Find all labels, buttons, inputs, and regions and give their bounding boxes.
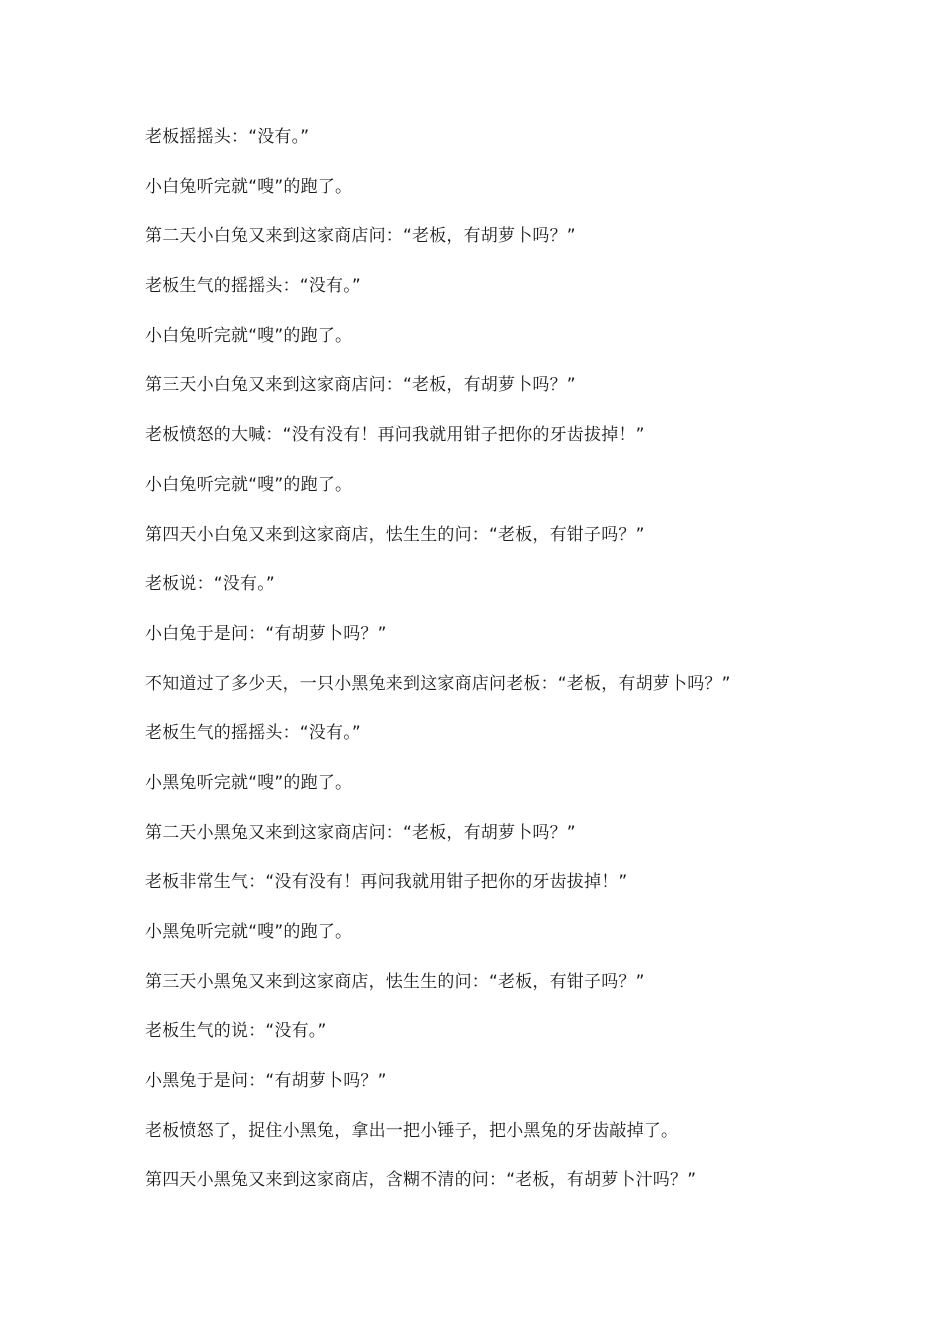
story-line: 老板摇摇头：“没有。” — [145, 127, 310, 147]
story-line: 老板生气的摇摇头：“没有。” — [145, 276, 361, 297]
story-line: 老板生气的说：“没有。” — [145, 1021, 327, 1042]
story-line: 小黑兔听完就“嗖”的跑了。 — [145, 922, 353, 942]
story-line: 老板非常生气：“没有没有！再问我就用钳子把你的牙齿拔掉！” — [145, 872, 628, 893]
story-line: 第二天小黑兔又来到这家商店问：“老板，有胡萝卜吗？” — [145, 822, 576, 843]
story-line: 小黑兔于是问：“有胡萝卜吗？” — [145, 1071, 387, 1092]
story-line: 不知道过了多少天，一只小黑兔来到这家商店问老板：“老板，有胡萝卜吗？” — [145, 673, 731, 694]
story-line: 第二天小白兔又来到这家商店问：“老板，有胡萝卜吗？” — [145, 226, 576, 247]
story-line: 小白兔听完就“嗖”的跑了。 — [145, 176, 353, 197]
story-line: 第四天小黑兔又来到这家商店，含糊不清的问：“老板，有胡萝卜汁吗？” — [145, 1170, 697, 1191]
story-line: 小白兔听完就“嗖”的跑了。 — [145, 474, 353, 495]
story-line: 小白兔听完就“嗖”的跑了。 — [145, 325, 353, 346]
story-line: 老板愤怒的大喊：“没有没有！再问我就用钳子把你的牙齿拔掉！” — [145, 425, 645, 446]
story-line: 老板愤怒了，捉住小黑兔，拿出一把小锤子，把小黑兔的牙齿敲掉了。 — [145, 1120, 679, 1141]
story-line: 小黑兔听完就“嗖”的跑了。 — [145, 772, 353, 793]
story-line: 老板生气的摇摇头：“没有。” — [145, 723, 361, 744]
story-text — [145, 122, 865, 1215]
story-line: 第三天小黑兔又来到这家商店，怯生生的问：“老板，有钳子吗？” — [145, 971, 645, 992]
story-line: 第三天小白兔又来到这家商店问：“老板，有胡萝卜吗？” — [145, 375, 576, 396]
story-line: 老板说：“没有。” — [145, 574, 275, 595]
story-line: 第四天小白兔又来到这家商店，怯生生的问：“老板，有钳子吗？” — [145, 524, 645, 545]
story-line: 小白兔于是问：“有胡萝卜吗？” — [145, 623, 387, 644]
